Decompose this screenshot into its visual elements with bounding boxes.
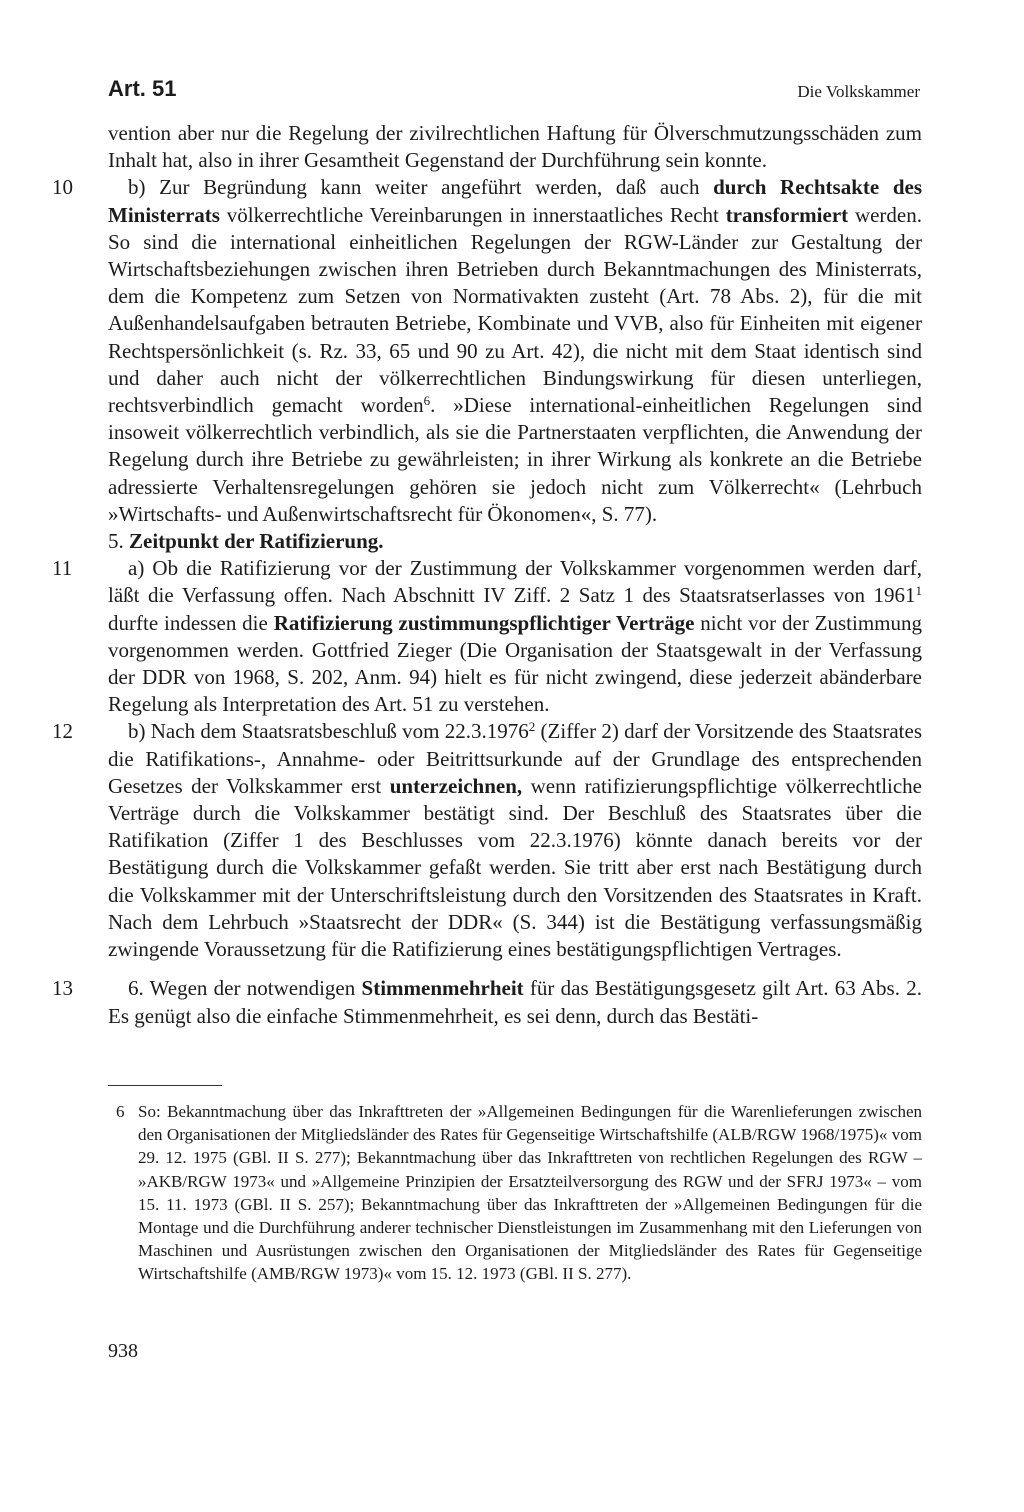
page-header [108,76,920,112]
paragraph-text: b) Zur Begründung kann weiter angeführt werden, daß auch [128,175,714,200]
heading-title: Zeitpunkt der Ratifizierung. [129,529,384,554]
paragraph-continuation [108,120,922,174]
footnote-text: So: Bekanntmachung über das Inkrafttreten der »Allgemeinen Bedingungen für die Warenlieferungen zwischen den Organisationen der Mitgliedsländer des Rates für Gegenseitige Wirtschaftshilfe (ALB/RGW 1968/1975)« vom 29. 12. 1975 (GBl. II S. 277); Bekanntmachung über das Inkrafttreten von rechtlichen Regelungen des RGW – »AKB/RGW 1973« und »Allgemeine Prinzipien der Ersatzteilversorgung des RGW und der SFRJ 1973« – vom 15. 11. 1973 (GBl. II S. 257); Bekanntmachung über das Inkrafttreten der »Allgemeinen Bedingungen für die Montage und die Durchführung anderer technischer Dienstleistungen im Zusammenhang mit den Lieferungen von Maschinen und Ausrüstungen zwischen den Organisationen der Mitgliedsländer des Rates für Gegenseitige Wirtschaftshilfe (AMB/RGW 1973)« vom 15. 12. 1973 (GBl. II S. 277). [138,1102,922,1284]
main-text [52,120,923,1030]
paragraph-text: nicht vor der Zustimmung vorgenommen werden. Gottfried Zieger (Die Organisation der Staatsgewalt in der Verfassung der DDR von 1968, S. 202, Anm. 94) hielt es für nicht zwingend, diese jederzeit abänderbare Regelung als Interpretation des Art. 51 zu verstehen. [108,610,922,717]
paragraph-text: (Ziffer 2) darf der Vorsitzende des Staatsrates die Ratifikations-, Annahme- oder Beitrittsurkunde auf der Grundlage des entsprechenden Gesetzes der Volkskammer erst [108,719,922,798]
emphasis-text: Ratifizierung zustimmungspflichtiger Verträge [273,610,695,635]
article-number: Art. 51 [108,76,177,101]
paragraph-12 [52,718,923,963]
paragraph-10 [52,174,922,528]
paragraph-text: völkerrechtliche Vereinbarungen in innerstaatliches Recht [219,202,726,227]
section-heading [108,528,922,555]
page-number: 938 [108,1340,138,1362]
footnote-ref[interactable]: 6 [423,393,431,409]
paragraph-text: werden. So sind die international einheitlichen Regelungen der RGW-Länder zur Gestaltung der Wirtschaftsbeziehungen zwischen ihren Betrieben durch Bekanntmachungen des Ministerrats, dem die Kompetenz zum Setzen von Normativakten zusteht (Art. 78 Abs. 2), für die mit Außenhandelsaufgaben betrauten Betriebe, Kombinate und VVB, also für Einheiten mit eigener Rechtspersönlichkeit (s. Rz. 33, 65 und 90 zu Art. 42), die nicht mit dem Staat identisch sind und daher auch nicht der völkerrechtlichen Bindungswirkung für diesen unterliegen, rechtsverbindlich gemacht worden [108,202,922,418]
footnote-ref[interactable]: 1 [915,583,922,599]
paragraph-text: für das Bestätigungsgesetz gilt Art. 63 Abs. 2. Es genügt also die einfache Stimmenmehrheit, es sei denn, durch das Bestäti- [108,976,922,1028]
footnote-divider [108,1085,222,1086]
paragraph-text: a) Ob die Ratifizierung vor der Zustimmung der Volkskammer vorgenommen werden darf, läßt die Verfassung offen. Nach Abschnitt IV Ziff. 2 Satz 1 des Staatsratserlasses von 1961 [108,556,922,608]
heading-number: 5. [108,529,129,554]
paragraph-text: b) Nach dem Staatsratsbeschluß vom 22.3.1976 [128,719,529,744]
paragraph-text: . »Diese international-einheitlichen Regelungen sind insoweit völkerrechtlich verbindlich, als sie die Partnerstaaten verpflichten, die Anwendung der Regelung durch ihre Betriebe zu gewährleisten; in ihrer Wirkung als konkrete an die Betriebe adressierte Verhaltensregelungen gehören sie jedoch nicht zum Völkerrecht« (Lehrbuch »Wirtschafts- und Außenwirtschaftsrecht für Ökonomen«, S. 77). [108,393,922,526]
footnote-number: 6 [116,1102,125,1121]
footnote [116,1100,922,1286]
emphasis-text: Stimmenmehrheit [361,976,524,1001]
running-title: Die Volkskammer [797,82,920,101]
margin-number: 12 [52,719,73,744]
paragraph-13 [52,975,922,1029]
emphasis-text: unterzeichnen, [389,773,523,798]
emphasis-text: durch Rechtsakte des Ministerrats [108,175,922,227]
paragraph-text: 6. Wegen der notwendigen [128,976,362,1001]
footnote-ref[interactable]: 2 [528,719,536,735]
margin-number: 11 [52,556,73,581]
margin-number: 13 [52,976,73,1001]
margin-number: 10 [52,175,73,200]
paragraph-text: vention aber nur die Regelung der zivilrechtlichen Haftung für Ölverschmutzungsschäden zum Inhalt hat, also in ihrer Gesamtheit Gegenstand der Durchführung sein konnte. [108,121,922,173]
paragraph-text: durfte indessen die [108,610,274,635]
paragraph-11 [52,555,922,718]
paragraph-text: wenn ratifizierungspflichtige völkerrechtliche Verträge durch die Volkskammer bestätigt sind. Der Beschluß des Staatsrates über die Ratifikation (Ziffer 1 des Beschlusses vom 22.3.1976) könnte danach bereits vor der Bestätigung durch die Volkskammer gefaßt werden. Sie tritt aber erst nach Bestätigung durch die Volkskammer mit der Unterschriftsleistung durch den Vorsitzenden des Staatsrates in Kraft. Nach dem Lehrbuch »Staatsrecht der DDR« (S. 344) ist die Bestätigung verfassungsmäßig zwingende Voraussetzung für die Ratifizierung eines bestätigungspflichtigen Vertrages. [108,773,923,962]
emphasis-text: transformiert [725,202,849,227]
